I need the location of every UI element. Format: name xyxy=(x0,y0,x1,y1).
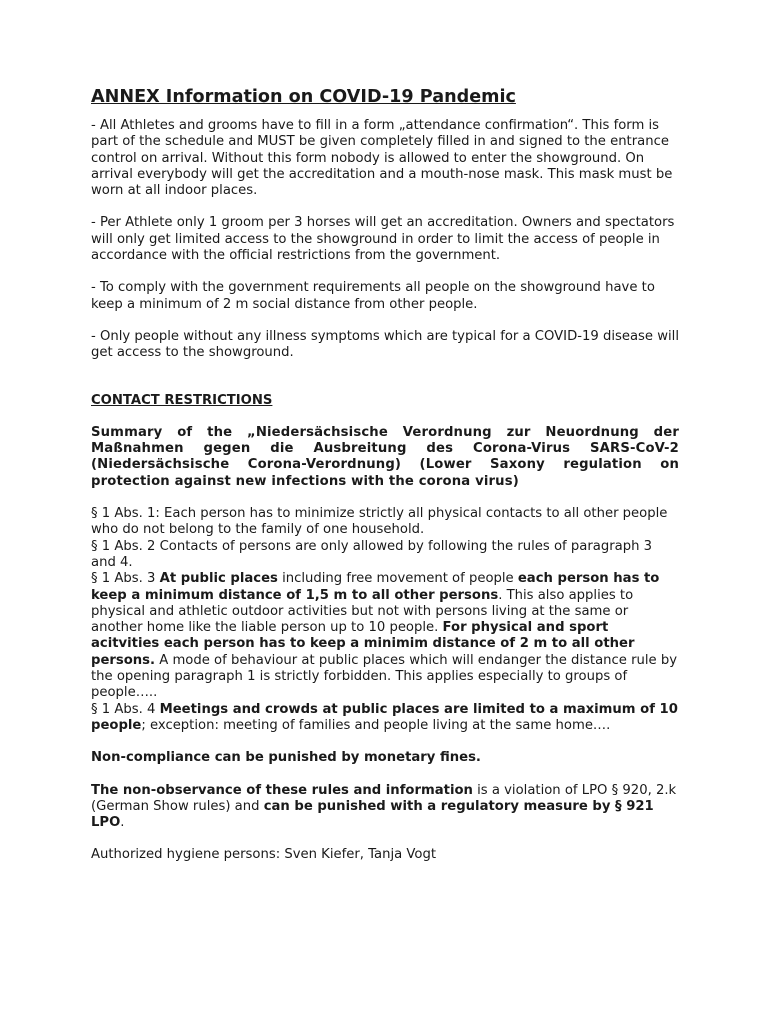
section-heading-contact-restrictions: CONTACT RESTRICTIONS xyxy=(91,392,273,408)
abs-3-text-2: . This also applies to physical and athletic outdoor activities but not with persons living at the same or another home like the liable person up to 10 people. xyxy=(91,587,634,636)
abs-3-public-places: At public places xyxy=(159,571,278,587)
abs-4-label: § 1 Abs. 4 xyxy=(91,701,160,717)
violation-penalty: can be punished with a regulatory measure by § 921 LPO xyxy=(91,798,654,831)
abs-3-sport-rule: For physical and sport acitvities each person has to keep a minimim distance of 2 m to all other persons. xyxy=(91,620,635,668)
paragraph-abs-3 xyxy=(91,571,679,701)
violation-lead: The non-observance of these rules and information xyxy=(91,782,473,798)
intro-paragraph-accreditation: - Per Athlete only 1 groom per 3 horses will get an accreditation. Owners and spectators will only get limited access to the showground in order to limit the access of people in accordance with the official restrictions from the government. xyxy=(91,215,675,264)
abs-3-label: § 1 Abs. 3 xyxy=(91,571,160,587)
abs-3-distance-rule: each person has to keep a minimum distance of 1,5 m to all other persons xyxy=(91,571,660,603)
paragraph-abs-4 xyxy=(91,702,679,735)
abs-3-text-3: A mode of behaviour at public places which will endanger the distance rule by the opening paragraph 1 is strictly forbidden. This applies especially to groups of people….. xyxy=(91,652,678,701)
document-page xyxy=(91,86,679,864)
violation-end: . xyxy=(120,815,125,831)
intro-paragraph-distance: - To comply with the government requirements all people on the showground have to keep a minimum of 2 m social distance from other people. xyxy=(91,280,655,312)
intro-paragraph-attendance: - All Athletes and grooms have to fill in a form „attendance confirmation“. This form is part of the schedule and MUST be given completely filled in and signed to the entrance control on arrival. Without this form nobody is allowed to enter the showground. On arrival everybody will get the accreditation and a mouth-nose mask. This mask must be worn at all indoor places. xyxy=(91,118,673,199)
regulation-summary: Summary of the „Niedersächsische Verordnung zur Neuordnung der Maßnahmen gegen die Ausbreitung des Corona-Virus SARS-CoV-2 (Niedersächsische Corona-Verordnung) (Lower Saxony regulation on protection against new infections with the corona virus) xyxy=(91,424,679,489)
abs-4-exception: ; exception: meeting of families and people living at the same home…. xyxy=(141,717,611,733)
paragraph-abs-1: § 1 Abs. 1: Each person has to minimize strictly all physical contacts to all other people who do not belong to the family of one household. xyxy=(91,506,668,538)
authorized-persons: Authorized hygiene persons: Sven Kiefer, Tanja Vogt xyxy=(91,847,437,863)
noncompliance-notice xyxy=(91,750,679,766)
abs-4-meetings-rule: Meetings and crowds at public places are limited to a maximum of 10 people xyxy=(91,701,678,733)
page-title: ANNEX Information on COVID-19 Pandemic xyxy=(91,87,516,107)
abs-3-text-1: including free movement of people xyxy=(277,571,518,587)
paragraph-abs-2: § 1 Abs. 2 Contacts of persons are only allowed by following the rules of paragraph 3 and 4. xyxy=(91,538,653,570)
violation-notice xyxy=(91,783,679,832)
violation-text: is a violation of LPO § 920, 2.k (German Show rules) and xyxy=(91,782,677,814)
noncompliance-text: Non-compliance can be punished by monetary fines. xyxy=(91,750,481,766)
intro-paragraph-symptoms: - Only people without any illness symptoms which are typical for a COVID-19 disease will get access to the showground. xyxy=(91,328,680,361)
